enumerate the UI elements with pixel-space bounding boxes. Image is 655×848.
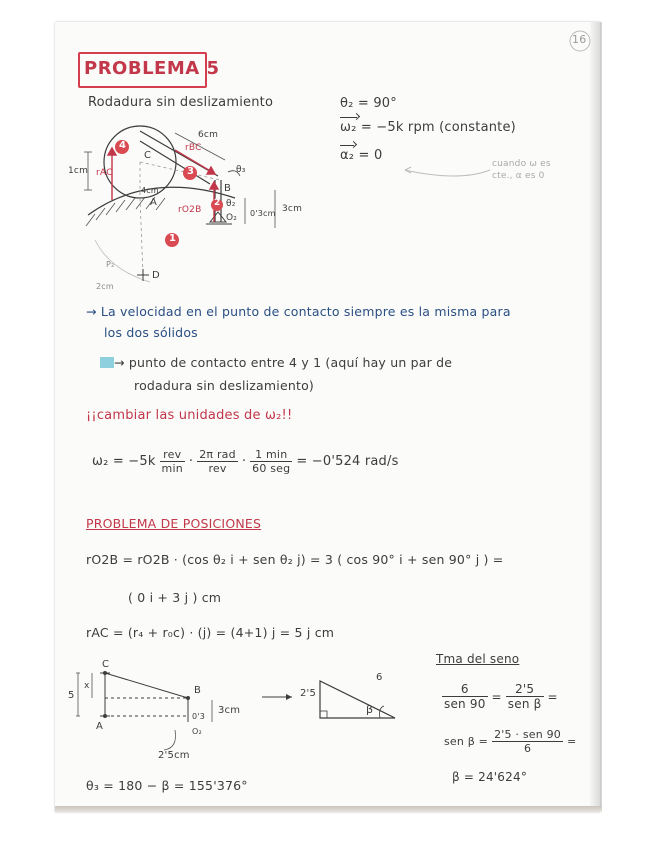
vector-ro2b: rO2B <box>178 205 202 215</box>
sketch-3cm: 3cm <box>218 705 241 716</box>
conv-f2-num: 2π rad <box>199 448 236 461</box>
note-contact-velocity-line2: los dos sólidos <box>104 325 198 340</box>
omega2-symbol: ω₂ <box>340 120 357 135</box>
point-c: C <box>144 150 152 161</box>
triangle-side-25: 2'5 <box>300 688 317 699</box>
problem-title: PROBLEMA 5 <box>84 58 220 79</box>
point-a: A <box>150 197 158 208</box>
point-b: B <box>224 183 232 194</box>
sketch-x: x <box>84 681 90 691</box>
position-problem-heading: PROBLEMA DE POSICIONES <box>86 516 262 531</box>
conv-f3-den: 60 seg <box>252 462 291 475</box>
page-number: 16 <box>572 33 587 46</box>
sketch-point-a: A <box>96 721 104 732</box>
alpha2-symbol: α₂ <box>340 148 355 163</box>
dim-2cm: 2cm <box>96 282 114 291</box>
r-o2b-line1: rO2B = rO2B · (cos θ₂ i + sen θ₂ j) = 3 ( cos 90° i + sen 90° j ) = <box>86 552 504 567</box>
alpha2-value: = 0 <box>358 148 383 163</box>
dim-4cm: 4cm <box>141 186 159 195</box>
los-f2-num: 2'5 <box>506 682 544 697</box>
vector-rbc: rBC <box>185 143 202 153</box>
r-ac-equation: rAC = (r₄ + r₀c) · (j) = (4+1) j = 5 j cm <box>86 625 335 640</box>
note-contact-point-line1: → punto de contacto entre 4 y 1 (aquí hay un par de <box>114 355 453 370</box>
beta-result: β = 24'624° <box>452 770 528 784</box>
subtitle: Rodadura sin deslizamiento <box>88 95 274 110</box>
law-of-sines-heading: Tma del seno <box>436 652 520 666</box>
los-f1-den: sen 90 <box>444 697 486 711</box>
los-f3-num: 2'5 · sen 90 <box>494 728 561 741</box>
sketch-five: 5 <box>68 690 75 701</box>
theta3-label: θ₃ <box>236 165 246 175</box>
body-3-label: 3 <box>187 166 195 177</box>
constant-note: cuando ω es cte., α es 0 <box>492 159 551 181</box>
note-change-units: ¡¡cambiar las unidades de ω₂!! <box>86 408 293 423</box>
sketch-o2: O₂ <box>192 727 202 736</box>
los-f3-den: 6 <box>523 742 532 755</box>
conversion-lhs: ω₂ = −5k <box>92 454 156 469</box>
given-theta2: θ₂ = 90° <box>340 96 397 111</box>
conv-f2-den: rev <box>208 462 227 475</box>
dim-03cm: 0'3cm <box>250 209 276 218</box>
conversion-result: = −0'524 rad/s <box>296 454 399 469</box>
omega2-value: = −5k rpm (constante) <box>360 120 516 135</box>
los-f2-den: sen β <box>507 697 542 711</box>
sin-beta-lhs: sen β = <box>444 735 489 748</box>
point-d: D <box>152 270 160 281</box>
r-o2b-line2: ( 0 i + 3 j ) cm <box>128 590 222 605</box>
note-contact-velocity-line1: → La velocidad en el punto de contacto siempre es la misma para <box>86 304 511 319</box>
omega-conversion: ω₂ = −5k $\frac{\text{rev}}{\min}$ · $\frac{\text{2π rad}}{\text{rev}}$ · $\frac{1 \min}{\text{60 seg}}$ = −0'524 rad/s <box>92 448 399 475</box>
sketch-25cm: 2'5cm <box>158 750 190 761</box>
vector-rac: rAC <box>96 168 113 178</box>
sketch-03: 0'3 <box>192 712 205 721</box>
theta2-label: θ₂ <box>226 199 236 209</box>
p2-label: P₂ <box>106 260 115 269</box>
dim-6cm: 6cm <box>198 130 219 140</box>
note-contact-point-line2: rodadura sin deslizamiento) <box>134 378 315 393</box>
sketch-point-c: C <box>102 659 110 670</box>
body-2-label: 2 <box>214 198 221 208</box>
point-o2: O₂ <box>226 213 238 223</box>
conv-f3-num: 1 min <box>250 448 292 462</box>
triangle-hyp-6: 6 <box>376 672 383 683</box>
theta3-result: θ₃ = 180 − β = 155'376° <box>86 778 248 793</box>
dim-3cm: 3cm <box>282 204 303 214</box>
sketch-point-b: B <box>194 685 202 696</box>
dim-1cm: 1cm <box>68 166 89 176</box>
sin-beta-equation: sen β = $\frac{\text{2'5 · sen 90}}{6}$ = <box>444 728 577 755</box>
body-1-label: 1 <box>169 233 177 244</box>
conv-f1-num: rev <box>160 448 185 462</box>
los-f1-num: 6 <box>442 682 488 697</box>
triangle-beta: β <box>366 703 374 716</box>
body-4-label: 4 <box>119 140 127 151</box>
conv-f1-den: min <box>161 462 183 475</box>
law-of-sines-equation: $\frac{6}{\text{sen 90}}$ = $\frac{2'5}{\text{sen β}}$ = <box>444 682 558 711</box>
